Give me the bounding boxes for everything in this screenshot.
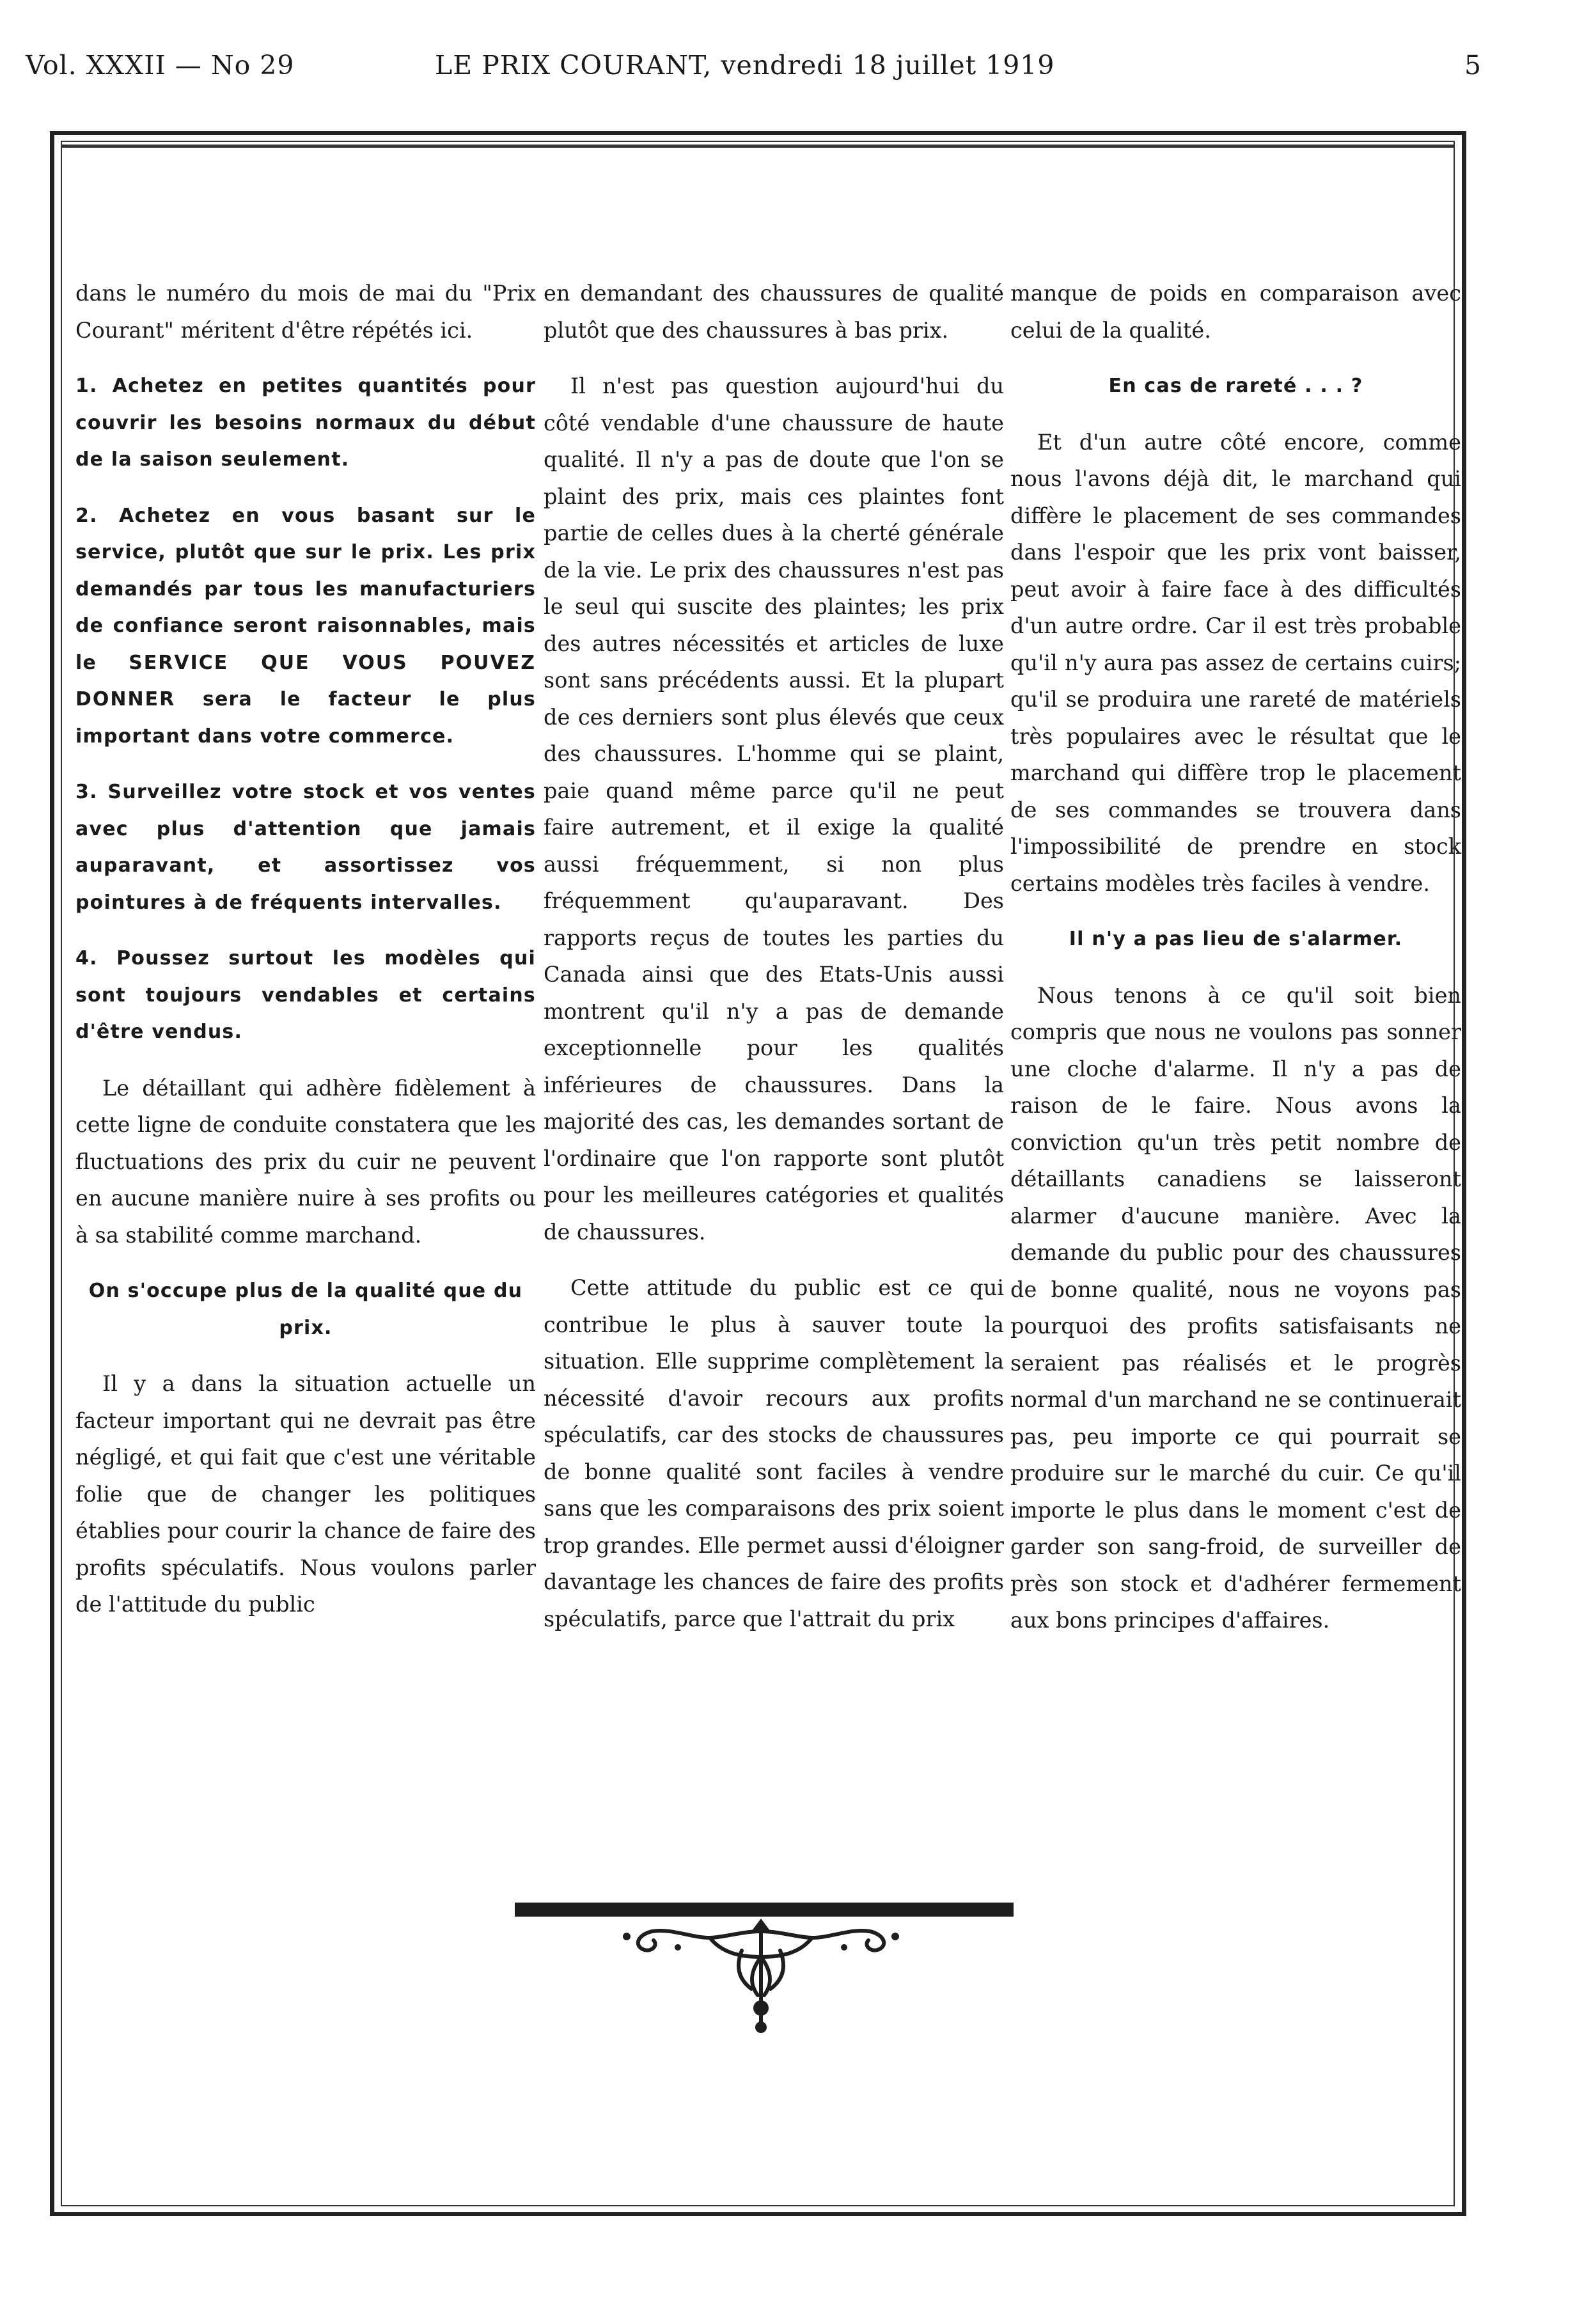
section-heading-quality: On s'occupe plus de la qualité que du prix. xyxy=(88,1280,523,1339)
advice-rule-1: 1. Achetez en petites quantités pour couvrir les besoins normaux du début de la saison seulement. xyxy=(75,375,536,471)
article-paragraph: Il y a dans la situation actuelle un facteur important qui ne devrait pas être négligé, et qui fait que c'est une véritable folie que de changer les politiques établies pour courir la chance de faire des profits spéculatifs. Nous voulons parler de l'attitude du public xyxy=(75,1371,536,1617)
article-paragraph: Le détaillant qui adhère fidèlement à cette ligne de conduite constatera que les fluctuations des prix du cuir ne peuvent en aucune manière nuire à ses profits ou à sa stabilité comme marchand. xyxy=(75,1075,536,1248)
volume-number: Vol. XXXII — No 29 xyxy=(26,50,295,81)
page-header xyxy=(26,50,1496,95)
page-number: 5 xyxy=(1464,50,1482,81)
advice-rule-2-start: 2. Achetez en vous basant sur le service, plutôt que sur le prix. Les prix demandés par tous les manufacturiers de confiance seront raisonnables, mais le xyxy=(75,504,536,674)
section-heading-alarm: Il n'y a pas lieu de s'alarmer. xyxy=(1069,928,1403,950)
intro-text: dans le numéro du mois de mai du "Prix Courant" méritent d'être répétés ici. xyxy=(75,281,536,343)
column-1 xyxy=(75,275,536,1623)
column-3 xyxy=(1010,275,1461,1639)
masthead-title: LE PRIX COURANT, vendredi 18 juillet 1919 xyxy=(435,50,1055,81)
article-paragraph: manque de poids en comparaison avec celui de la qualité. xyxy=(1010,281,1461,343)
ornament-bar xyxy=(515,1903,1014,1917)
advice-rule-2 xyxy=(75,498,536,755)
advice-rule-3: 3. Surveillez votre stock et vos ventes avec plus d'attention que jamais auparavant, et assortissez vos pointures à de fréquents intervalles. xyxy=(75,781,536,914)
advice-rule-2-end: sera le facteur le plus important dans votre commerce. xyxy=(75,688,536,748)
article-paragraph: Et d'un autre côté encore, comme nous l'avons déjà dit, le marchand qui diffère le placement de ses commandes dans l'espoir que les prix vont baisser, peut avoir à faire face à des difficultés d'un autre ordre. Car il est très probable qu'il n'y aura pas assez de certains cuirs; qu'il se produira une rareté de matériels très populaires avec le résultat que le marchand qui diffère trop le placement de ses commandes se trouvera dans l'impossibilité de prendre en stock certains modèles très faciles à vendre. xyxy=(1010,429,1461,896)
column-2 xyxy=(544,275,1004,1637)
article-paragraph: Il n'est pas question aujourd'hui du côté vendable d'une chaussure de haute qualité. Il n'y a pas de doute que l'on se plaint des prix, mais ces plaintes font partie de celles dues à la cherté générale de la vie. Le prix des chaussures n'est pas le seul qui suscite des plaintes; les prix des autres nécessités et articles de luxe sont sans précédents aussi. Et la plupart de ces derniers sont plus élevés que ceux des chaussures. L'homme qui se plaint, paie quand même parce qu'il ne peut faire autrement, et il exige la qualité aussi fréquemment, si non plus fréquemment qu'auparavant. Des rapports reçus de toutes les parties du Canada ainsi que des Etats-Unis aussi montrent qu'il n'y a pas de demande exceptionnelle pour les qualités inférieures de chaussures. Dans la majorité des cas, les demandes sortant de l'ordinaire que l'on rapporte sont plutôt pour les meilleures catégories et qualités de chaussures. xyxy=(544,373,1004,1244)
article-paragraph: Cette attitude du public est ce qui contribue le plus à sauver toute la situation. Elle supprime complètement la nécessité d'avoir recours aux profits spéculatifs, car des stocks de chaussures de bonne qualité sont faciles à vendre sans que les comparaisons des prix soient trop grandes. Elle permet aussi d'éloigner davantage les chances de faire des profits spéculatifs, parce que l'attrait du prix xyxy=(544,1275,1004,1631)
article-paragraph: Nous tenons à ce qu'il soit bien compris que nous ne voulons pas sonner une cloche d'alarme. Il n'y a pas de raison de le faire. Nous avons la conviction qu'un très petit nombre de détaillants canadiens se laisseront alarmer d'aucune manière. Avec la demande du public pour des chaussures de bonne qualité, nous ne voyons pas pourquoi des profits satisfaisants ne seraient pas réalisés et le progrès normal d'un marchand ne se continuerait pas, peu importe ce qui pourrait se produire sur le marché du cuir. Ce qu'il importe le plus dans le moment c'est de garder son sang-froid, de surveiller de près son stock et d'adhérer fermement aux bons principes d'affaires. xyxy=(1010,982,1461,1633)
advice-rule-4: 4. Poussez surtout les modèles qui sont toujours vendables et certains d'être vendus. xyxy=(75,947,536,1043)
section-heading-scarcity: En cas de rareté . . . ? xyxy=(1108,375,1363,397)
article-paragraph: en demandant des chaussures de qualité plutôt que des chaussures à bas prix. xyxy=(544,281,1004,343)
decorative-ornament-icon xyxy=(614,1919,908,2040)
advice-rule-2-caps: SERVICE QUE VOUS POUVEZ DONNER xyxy=(75,651,536,711)
